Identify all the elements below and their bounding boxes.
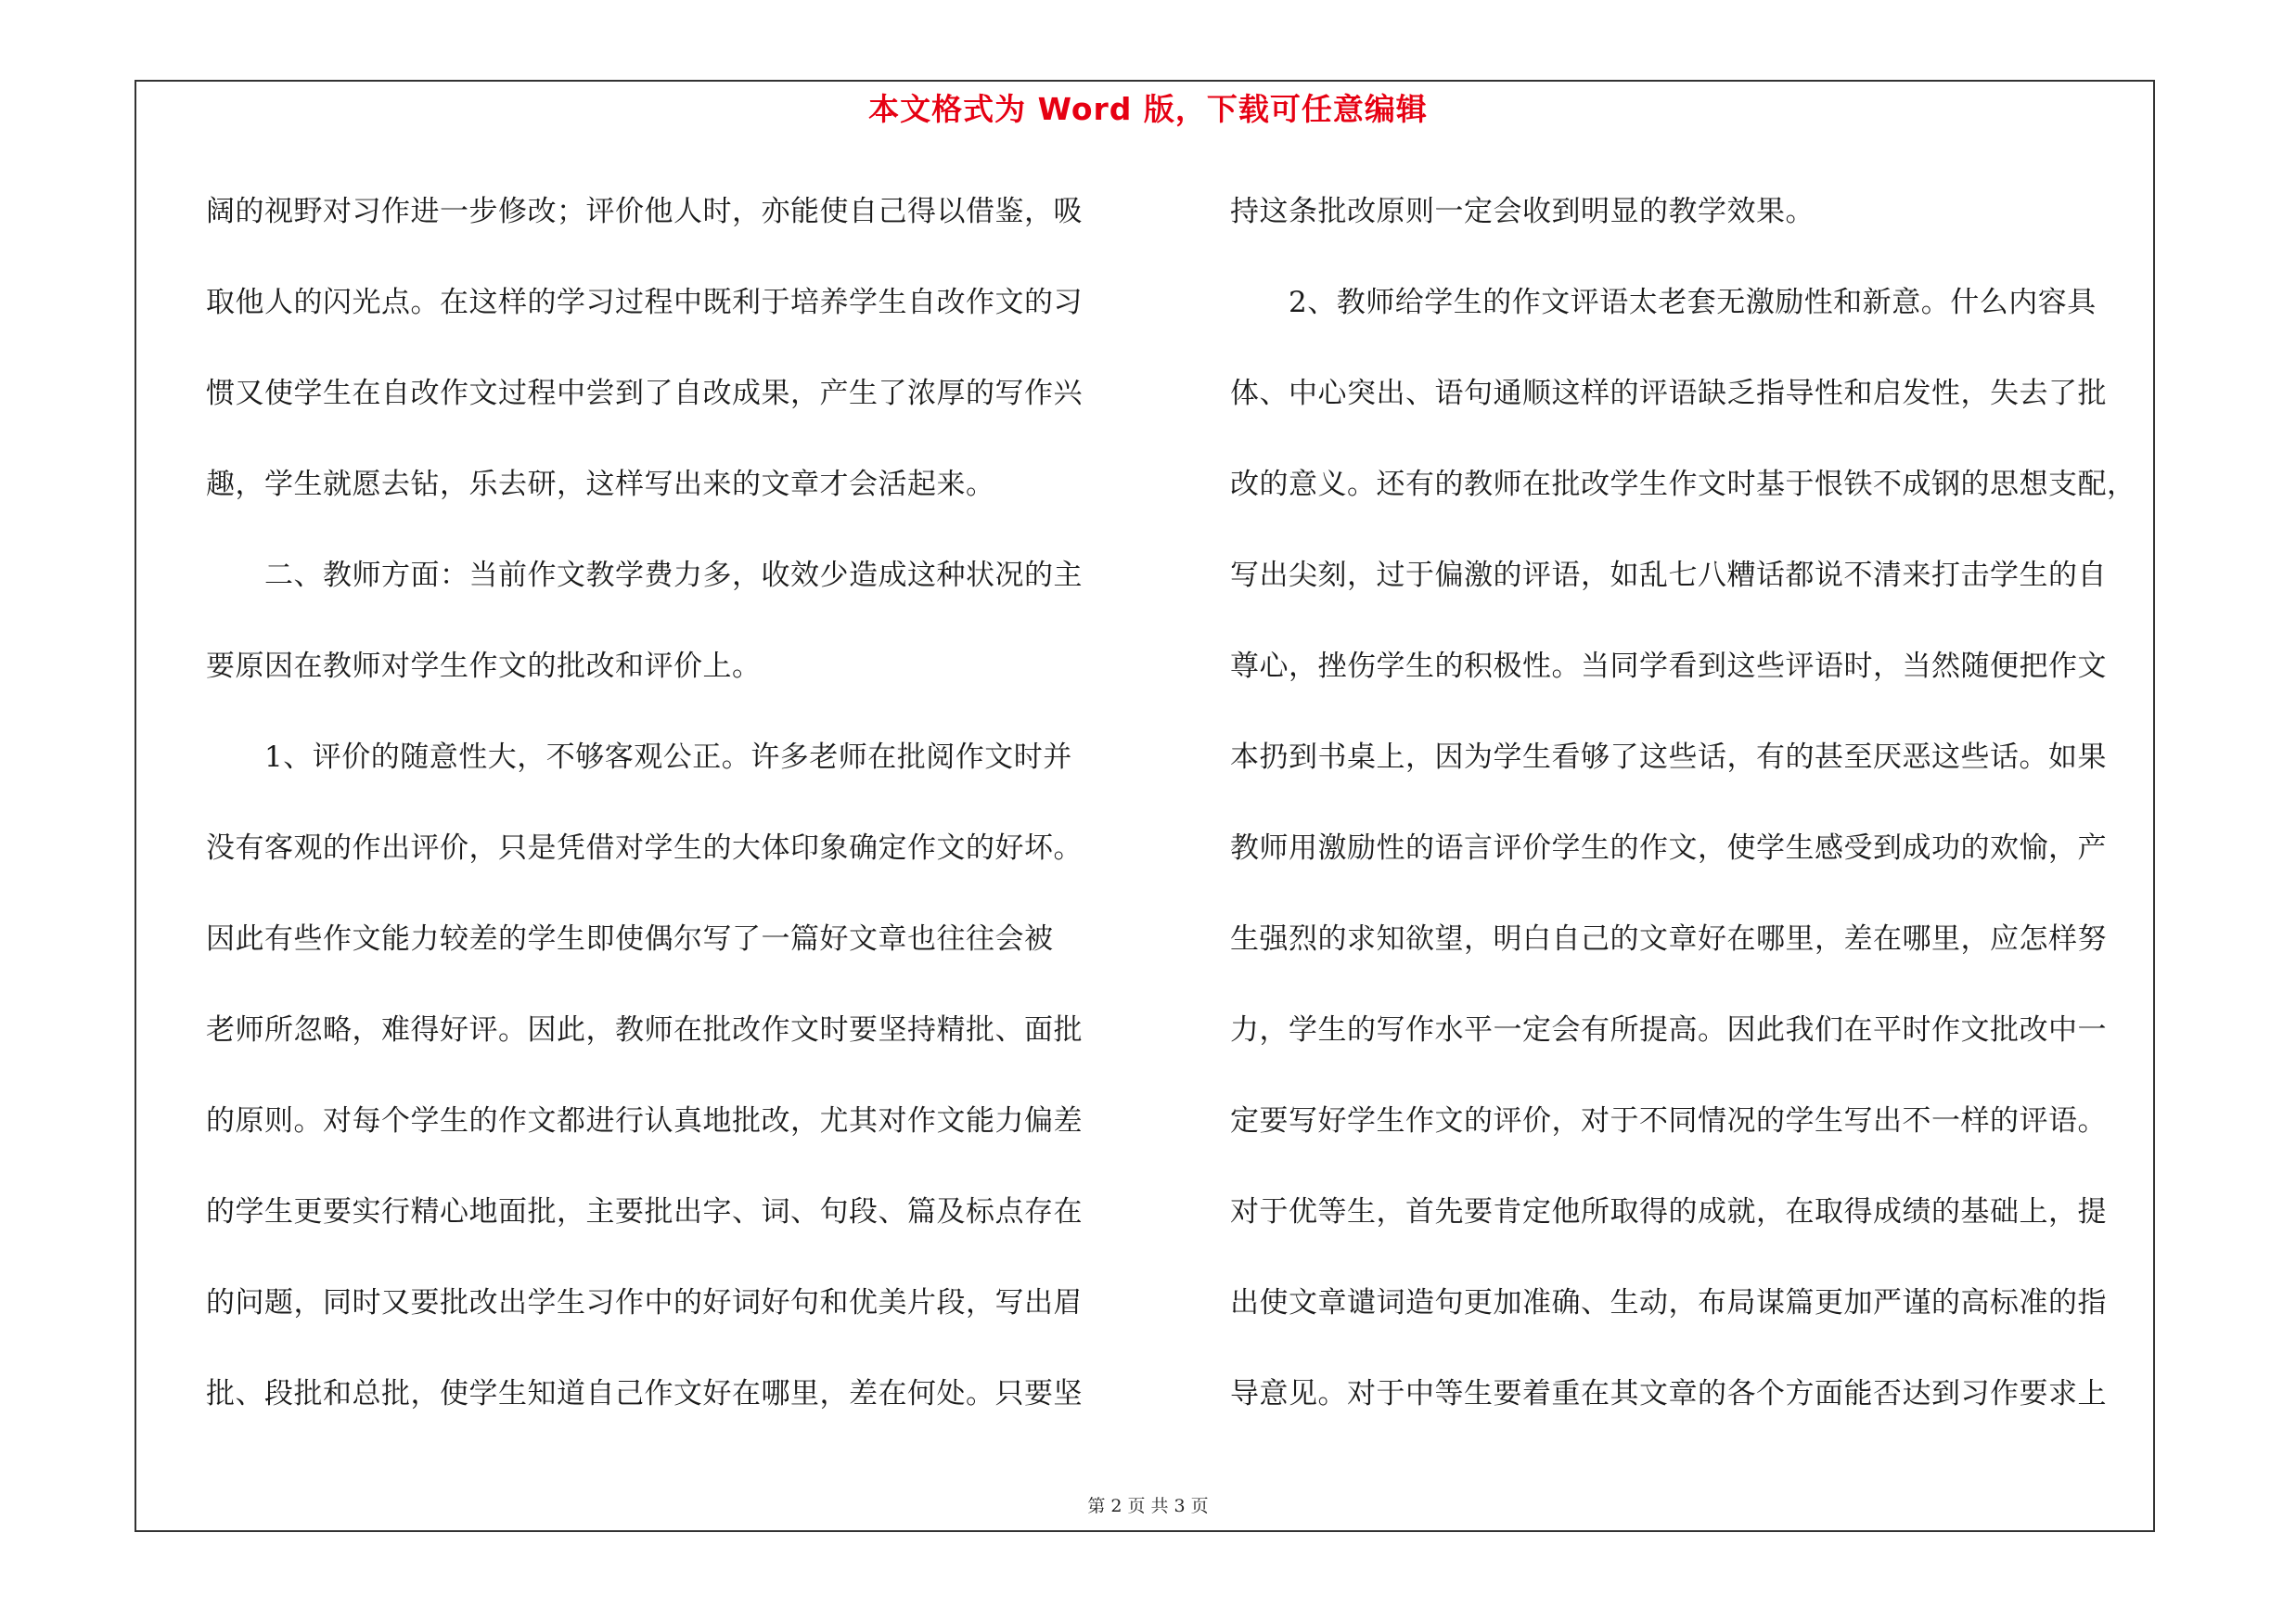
right-column xyxy=(1230,184,2158,1457)
text-line: 因此有些作文能力较差的学生即使偶尔写了一篇好文章也往往会被 xyxy=(206,922,1054,956)
text-line: 取他人的闪光点。在这样的学习过程中既利于培养学生自改作文的习 xyxy=(206,286,1083,319)
text-line: 对于优等生，首先要肯定他所取得的成就，在取得成绩的基础上，提 xyxy=(1230,1195,2107,1229)
text-line: 定要写好学生作文的评价，对于不同情况的学生写出不一样的评语。 xyxy=(1230,1104,2107,1138)
text-line: 惯又使学生在自改作文过程中尝到了自改成果，产生了浓厚的写作兴 xyxy=(206,377,1083,410)
text-line: 二、教师方面：当前作文教学费力多，收效少造成这种状况的主 xyxy=(206,559,1083,592)
text-line: 教师用激励性的语言评价学生的作文，使学生感受到成功的欢愉，产 xyxy=(1230,831,2107,865)
text-line: 没有客观的作出评价，只是凭借对学生的大体印象确定作文的好坏。 xyxy=(206,831,1083,865)
text-line: 趣，学生就愿去钻，乐去研，这样写出来的文章才会活起来。 xyxy=(206,468,995,501)
document-banner: 本文格式为 Word 版，下载可任意编辑 xyxy=(868,91,1428,127)
text-line: 批、段批和总批，使学生知道自己作文好在哪里，差在何处。只要坚 xyxy=(206,1377,1083,1410)
text-line: 持这条批改原则一定会收到明显的教学效果。 xyxy=(1230,195,1815,228)
text-line: 的原则。对每个学生的作文都进行认真地批改，尤其对作文能力偏差 xyxy=(206,1104,1083,1138)
text-line: 的问题，同时又要批改出学生习作中的好词好句和优美片段，写出眉 xyxy=(206,1286,1083,1320)
text-line: 的学生更要实行精心地面批，主要批出字、词、句段、篇及标点存在 xyxy=(206,1195,1083,1229)
text-line: 出使文章谴词造句更加准确、生动，布局谋篇更加严谨的高标准的指 xyxy=(1230,1286,2107,1320)
text-line: 力，学生的写作水平一定会有所提高。因此我们在平时作文批改中一 xyxy=(1230,1013,2107,1047)
text-line: 要原因在教师对学生作文的批改和评价上。 xyxy=(206,650,762,683)
text-line: 导意见。对于中等生要着重在其文章的各个方面能否达到习作要求上 xyxy=(1230,1377,2107,1410)
text-line: 改的意义。还有的教师在批改学生作文时基于恨铁不成钢的思想支配， xyxy=(1230,468,2136,501)
text-line: 1、评价的随意性大，不够客观公正。许多老师在批阅作文时并 xyxy=(206,741,1072,774)
text-line: 阔的视野对习作进一步修改；评价他人时，亦能使自己得以借鉴，吸 xyxy=(206,195,1083,228)
text-line: 写出尖刻，过于偏激的评语，如乱七八糟话都说不清来打击学生的自 xyxy=(1230,559,2107,592)
text-line: 本扔到书桌上，因为学生看够了这些话，有的甚至厌恶这些话。如果 xyxy=(1230,741,2107,774)
text-line: 尊心，挫伤学生的积极性。当同学看到这些评语时，当然随便把作文 xyxy=(1230,650,2107,683)
text-line: 2、教师给学生的作文评语太老套无激励性和新意。什么内容具 xyxy=(1230,286,2097,319)
text-line: 体、中心突出、语句通顺这样的评语缺乏指导性和启发性，失去了批 xyxy=(1230,377,2107,410)
left-column xyxy=(206,184,1134,1457)
text-line: 老师所忽略，难得好评。因此，教师在批改作文时要坚持精批、面批 xyxy=(206,1013,1083,1047)
page-number: 第 2 页 共 3 页 xyxy=(1087,1496,1209,1516)
text-line: 生强烈的求知欲望，明白自己的文章好在哪里，差在哪里，应怎样努 xyxy=(1230,922,2107,956)
